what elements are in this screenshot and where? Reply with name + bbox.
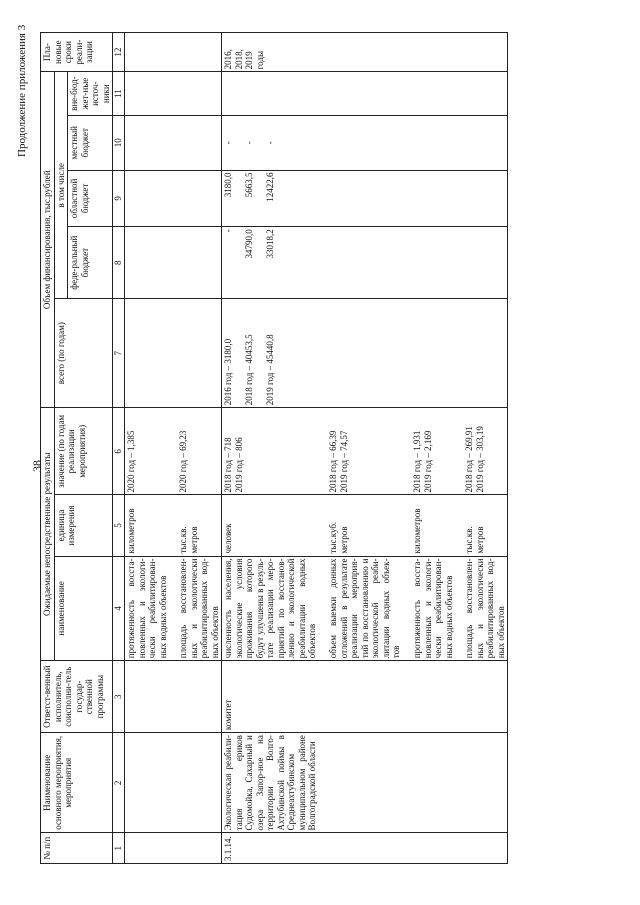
header-financing: Объем финансирования, тыс.рублей bbox=[41, 72, 55, 408]
header-regional: областной бюджет bbox=[68, 170, 113, 227]
indicator-value: 2018 год – 269,91 2019 год – 303,19 bbox=[464, 426, 485, 493]
header-local: местный бюджет bbox=[68, 116, 113, 171]
table-row-previous bbox=[125, 33, 222, 864]
prev-total bbox=[125, 299, 222, 408]
indicator-name: протяженность восста-новленных и экологи-чески реабилитирован-ных водных объектов bbox=[412, 558, 454, 659]
indicator-unit: километров bbox=[412, 508, 422, 554]
column-number-1: 1 bbox=[113, 833, 125, 864]
column-number-12: 12 bbox=[113, 33, 125, 72]
prev-loc bbox=[125, 116, 222, 171]
header-name: Наименование основного мероприятия, мероприятия bbox=[41, 733, 113, 833]
indicator-value: 2018 год – 1,931 2019 год – 2,169 bbox=[412, 430, 433, 493]
prev-num bbox=[125, 833, 222, 864]
header-num: № п/п bbox=[41, 833, 113, 864]
financing-table bbox=[40, 32, 508, 864]
continuation-label: Продолжение приложения 3 bbox=[16, 24, 28, 157]
prev-fed bbox=[125, 227, 222, 299]
column-number-10: 10 bbox=[113, 116, 125, 171]
table-row bbox=[222, 33, 508, 864]
indicator-name: численность населения, экологические условия проживания которого будут улучшены в резуль-тате реализации меро-приятий по восстанов-лению и экологической реабилитации водных объектов bbox=[223, 558, 317, 659]
column-number-5: 5 bbox=[113, 495, 125, 556]
prev-name bbox=[125, 733, 222, 833]
indicator-unit: тыс.куб. метров bbox=[328, 521, 349, 554]
header-extrabudget: вне-бюд-жет-ные источ-ники bbox=[68, 72, 113, 116]
indicator-value: 2020 год – 1,385 bbox=[126, 430, 136, 493]
row-num: 3.1.14. bbox=[222, 833, 508, 864]
header-row-1 bbox=[41, 33, 55, 864]
column-number-7: 7 bbox=[113, 299, 125, 408]
header-terms: Пла-новые сроки реали-зации bbox=[41, 33, 113, 72]
column-number-3: 3 bbox=[113, 661, 125, 733]
indicator-name: объем выемки донных отложений в результате реализации мероприя-тий по восстановлению и экологической реаби-литации водных объек-тов bbox=[328, 558, 401, 659]
column-numbers-row bbox=[113, 33, 125, 864]
prev-indicator-names bbox=[125, 556, 222, 661]
column-number-6: 6 bbox=[113, 408, 125, 495]
page-number: 38 bbox=[30, 460, 44, 472]
indicator-unit: тыс.кв. метров bbox=[178, 526, 199, 554]
row-indicator-units bbox=[222, 495, 508, 556]
column-number-8: 8 bbox=[113, 227, 125, 299]
header-including: в том числе bbox=[54, 72, 68, 299]
header-total: всего (по годам) bbox=[54, 299, 113, 408]
indicator-value: 2020 год – 69,23 bbox=[178, 430, 188, 493]
indicator-unit: километров bbox=[126, 508, 136, 554]
row-local: - - - bbox=[222, 116, 508, 171]
prev-resp bbox=[125, 661, 222, 733]
row-total: 2016 год – 3180,0 2018 год – 40453,5 2019 год – 45440,8 bbox=[222, 299, 508, 408]
row-federal: - 34790,0 33018,2 bbox=[222, 227, 508, 299]
prev-indicator-units bbox=[125, 495, 222, 556]
indicator-name: площадь восстановлен-ных и экологически реабилитированных вод-ных объектов bbox=[464, 558, 506, 659]
indicator-unit: человек bbox=[223, 523, 233, 554]
prev-indicator-values bbox=[125, 408, 222, 495]
indicator-name: протяженность восста-новленных и экологи-чески реабилитирован-ных водных объектов bbox=[126, 558, 168, 659]
header-value: значение (по годам реализации мероприятия) bbox=[54, 408, 113, 495]
indicator-unit: тыс.кв. метров bbox=[464, 526, 485, 554]
row-extrabudget bbox=[222, 72, 508, 116]
indicator-value: 2018 год – 718 2019 год – 806 bbox=[223, 437, 244, 493]
row-responsible: комитет bbox=[222, 661, 508, 733]
column-number-9: 9 bbox=[113, 170, 125, 227]
header-unit: единица измерения bbox=[54, 495, 113, 556]
row-indicator-names bbox=[222, 556, 508, 661]
header-federal: феде-ральный бюджет bbox=[68, 227, 113, 299]
rotated-page bbox=[0, 2, 640, 902]
row-terms: 2016, 2018, 2019 годы bbox=[222, 33, 508, 72]
prev-ext bbox=[125, 72, 222, 116]
indicator-value: 2018 год – 66,39 2019 год – 74,57 bbox=[328, 430, 349, 493]
prev-reg bbox=[125, 170, 222, 227]
row-indicator-values bbox=[222, 408, 508, 495]
row-regional: 3180,0 5663,5 12422,6 bbox=[222, 170, 508, 227]
indicator-name: площадь восстановлен-ных и экологически реабилитированных вод-ных объектов bbox=[178, 558, 220, 659]
header-results: Ожидаемые непосредственные результаты bbox=[41, 408, 55, 661]
header-responsible: Ответст-венный исполнитель, соисполни-тель государ-ственной программы bbox=[41, 661, 113, 733]
column-number-11: 11 bbox=[113, 72, 125, 116]
header-indicator-name: наименование bbox=[54, 556, 113, 661]
column-number-2: 2 bbox=[113, 733, 125, 833]
column-number-4: 4 bbox=[113, 556, 125, 661]
row-name: Экологическая реабили-тация ериков Судомойка, Сахарный и озера Запор-ное на территории Волго-Ахтубинской поймы в Среднеахтубинском муниципальном районе Волгоградской области bbox=[222, 733, 508, 833]
prev-terms bbox=[125, 33, 222, 72]
